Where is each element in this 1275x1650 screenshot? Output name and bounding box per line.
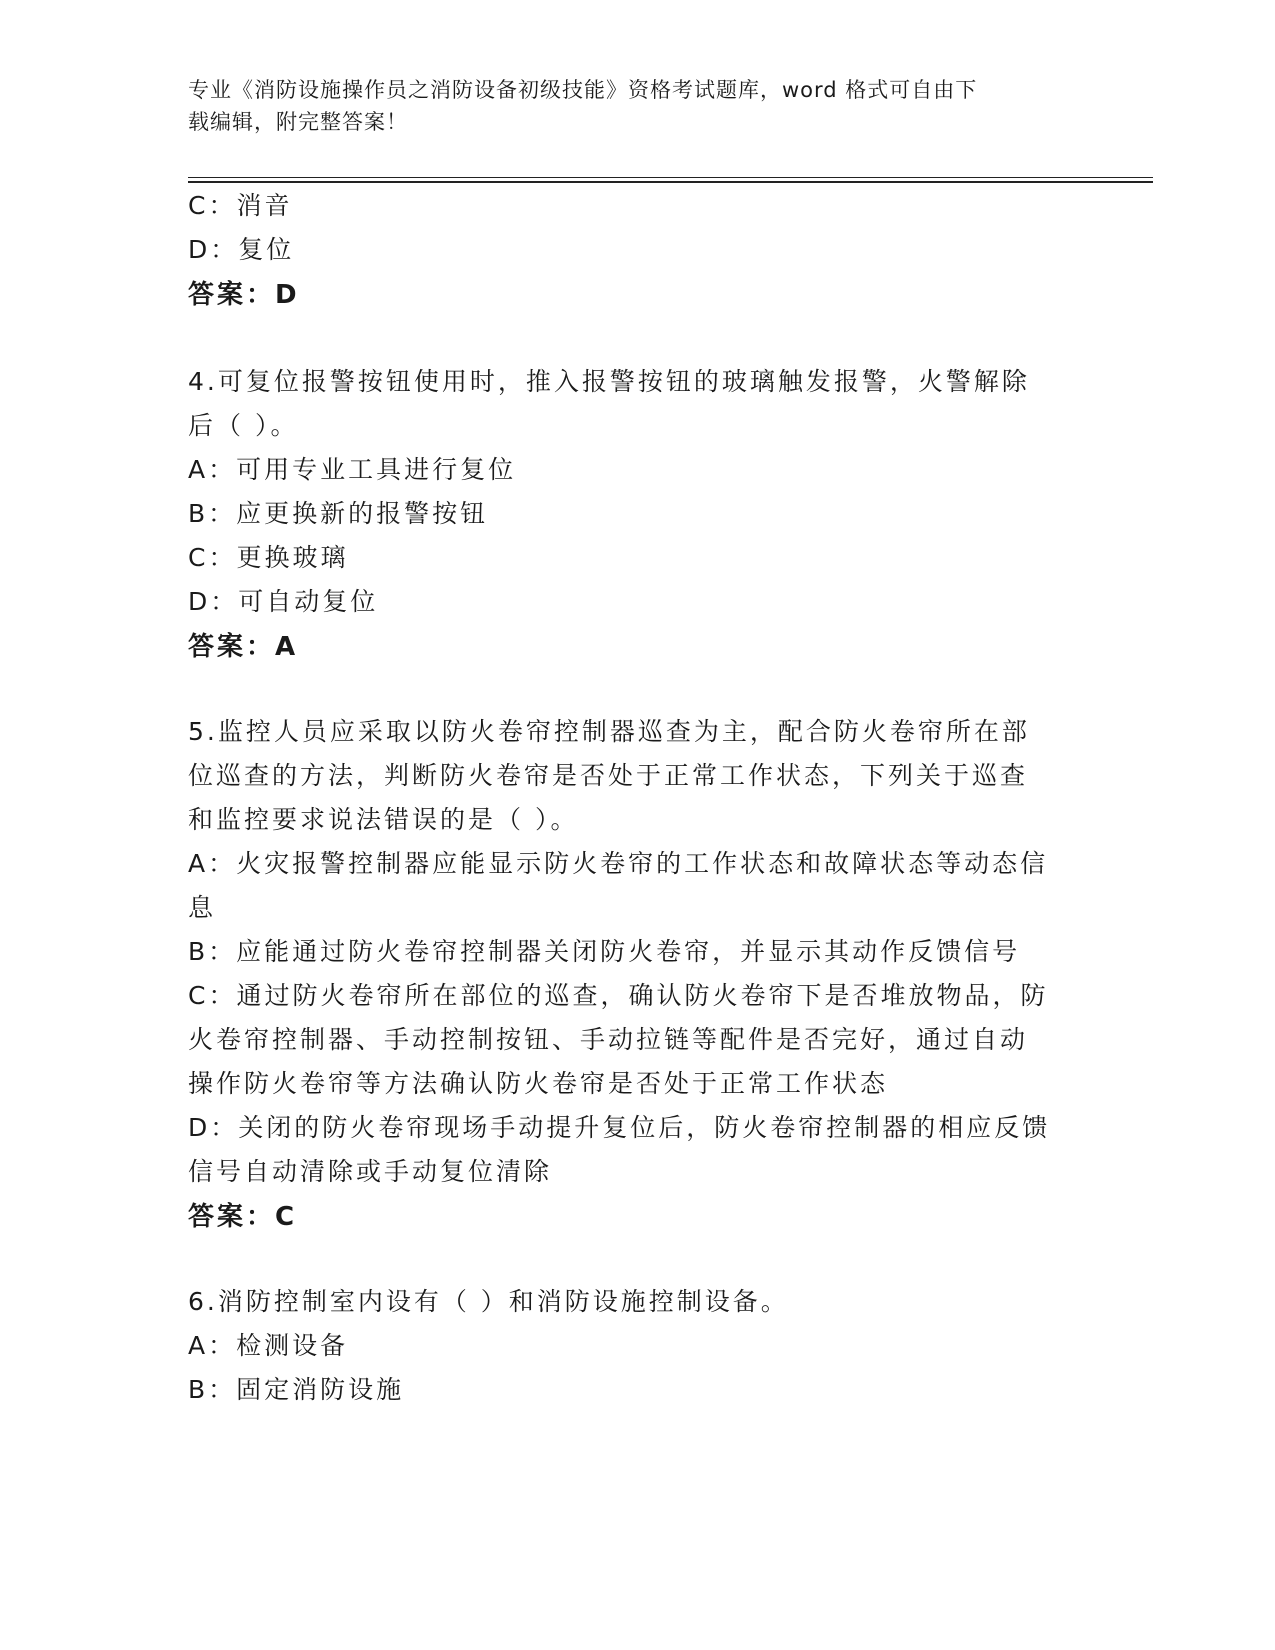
q5-answer: 答案：C	[188, 1202, 298, 1232]
q5-option-a-line-2: 息	[188, 893, 217, 922]
q5-option-d-line-2: 信号自动清除或手动复位清除	[188, 1157, 553, 1186]
q6-option-b: B：固定消防设施	[188, 1375, 405, 1404]
q5-stem-line-3: 和监控要求说法错误的是（ ）。	[188, 805, 579, 834]
q4-option-d: D：可自动复位	[188, 587, 379, 616]
header-line-2: 载编辑，附完整答案！	[188, 110, 408, 134]
header-divider-thick	[188, 181, 1153, 183]
q5-option-c-line-1: C：通过防火卷帘所在部位的巡查，确认防火卷帘下是否堆放物品，防	[188, 981, 1049, 1010]
q4-stem-line-1: 4.可复位报警按钮使用时，推入报警按钮的玻璃触发报警，火警解除	[188, 367, 1030, 396]
q5-stem-line-2: 位巡查的方法，判断防火卷帘是否处于正常工作状态，下列关于巡查	[188, 761, 1029, 790]
header-divider-thin	[188, 177, 1153, 178]
q5-option-c-line-3: 操作防火卷帘等方法确认防火卷帘是否处于正常工作状态	[188, 1069, 889, 1098]
q5-option-b: B：应能通过防火卷帘控制器关闭防火卷帘，并显示其动作反馈信号	[188, 937, 1021, 966]
q4-stem-line-2: 后（ ）。	[188, 411, 299, 440]
header-line-1: 专业《消防设施操作员之消防设备初级技能》资格考试题库，word 格式可自由下	[188, 78, 978, 102]
q6-stem: 6.消防控制室内设有（ ）和消防设施控制设备。	[188, 1287, 789, 1316]
q4-answer: 答案：A	[188, 632, 299, 662]
document-header	[188, 74, 1068, 138]
q4-option-c: C：更换玻璃	[188, 543, 349, 572]
q3-option-c: C：消音	[188, 191, 293, 220]
q4-option-b: B：应更换新的报警按钮	[188, 499, 489, 528]
q3-option-d: D：复位	[188, 235, 295, 264]
q5-option-d-line-1: D：关闭的防火卷帘现场手动提升复位后，防火卷帘控制器的相应反馈	[188, 1113, 1051, 1142]
q3-answer: 答案：D	[188, 280, 300, 310]
q4-option-a: A：可用专业工具进行复位	[188, 455, 517, 484]
q6-option-a: A：检测设备	[188, 1331, 349, 1360]
q5-option-c-line-2: 火卷帘控制器、手动控制按钮、手动拉链等配件是否完好，通过自动	[188, 1025, 1029, 1054]
q5-option-a-line-1: A：火灾报警控制器应能显示防火卷帘的工作状态和故障状态等动态信	[188, 849, 1049, 878]
q5-stem-line-1: 5.监控人员应采取以防火卷帘控制器巡查为主，配合防火卷帘所在部	[188, 717, 1030, 746]
